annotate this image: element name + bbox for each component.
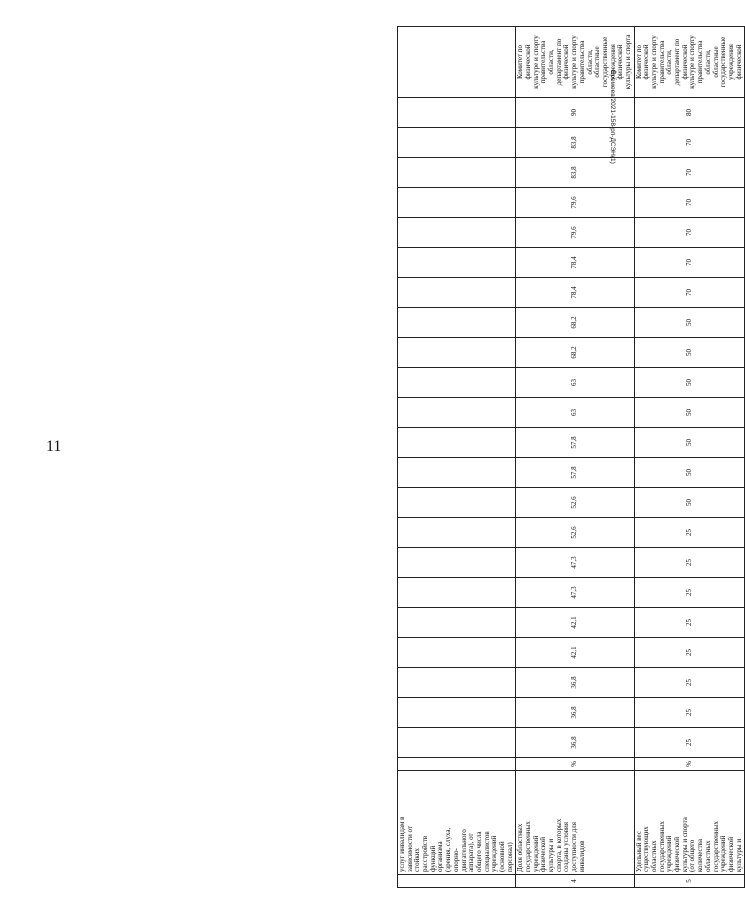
value-cell: 50 — [634, 308, 745, 338]
table-row — [516, 27, 634, 888]
value-cell — [398, 488, 516, 518]
value-cell: 42,1 — [516, 608, 634, 638]
value-cell: 36,8 — [516, 728, 634, 758]
value-cell — [398, 548, 516, 578]
value-cell — [398, 578, 516, 608]
responsible-cell — [398, 27, 516, 98]
value-cell — [398, 218, 516, 248]
value-cell — [398, 278, 516, 308]
value-cell: 50 — [634, 458, 745, 488]
value-cell: 70 — [634, 128, 745, 158]
value-cell — [398, 368, 516, 398]
value-cell: 63 — [516, 368, 634, 398]
value-cell — [398, 638, 516, 668]
value-cell — [398, 308, 516, 338]
unit-cell: % — [516, 758, 634, 771]
value-cell — [398, 608, 516, 638]
value-cell: 70 — [634, 248, 745, 278]
value-cell — [398, 668, 516, 698]
indicator-cell: услуг инвалидам в зависимости от стойких расстройств функций организма (зрения, слуха, опорно- двигательного аппарата), от общего числа специалистов учреждений (основной персонал) — [398, 771, 516, 875]
value-cell: 70 — [634, 218, 745, 248]
responsible-cell: Комитет по физической культуре и спорту правительства области, департамент по физической культуре и спорту правительства области, областные государственные учреждения физической — [634, 27, 745, 98]
value-cell: 25 — [634, 578, 745, 608]
value-cell: 90 — [516, 98, 634, 128]
table-row — [634, 27, 745, 888]
value-cell: 83,8 — [516, 158, 634, 188]
value-cell: 50 — [634, 428, 745, 458]
value-cell — [398, 428, 516, 458]
value-cell: 47,3 — [516, 548, 634, 578]
value-cell — [398, 128, 516, 158]
value-cell: 50 — [634, 398, 745, 428]
value-cell: 57,8 — [516, 458, 634, 488]
value-cell: 50 — [634, 368, 745, 398]
value-cell: 52,6 — [516, 518, 634, 548]
value-cell: 25 — [634, 608, 745, 638]
indicator-cell: Удельный вес существующих областных государственных учреждений физической культуры и спорта (от общего количества областных государственных учреждений физической культуры и — [634, 771, 745, 875]
value-cell: 25 — [634, 638, 745, 668]
value-cell: 25 — [634, 728, 745, 758]
row-number-cell: 4 — [516, 875, 634, 888]
value-cell — [398, 698, 516, 728]
value-cell: 68,2 — [516, 308, 634, 338]
value-cell — [398, 248, 516, 278]
value-cell — [398, 458, 516, 488]
value-cell — [398, 518, 516, 548]
value-cell: 52,6 — [516, 488, 634, 518]
indicator-cell: Доля областных государственных учреждений физической культуры и спорта, в которых созданы условия доступности для инвалидов — [516, 771, 634, 875]
value-cell: 70 — [634, 158, 745, 188]
value-cell: 50 — [634, 488, 745, 518]
value-cell: 36,8 — [516, 698, 634, 728]
value-cell: 79,6 — [516, 218, 634, 248]
unit-cell — [398, 758, 516, 771]
value-cell: 36,8 — [516, 668, 634, 698]
value-cell: 83,8 — [516, 128, 634, 158]
value-cell: 25 — [634, 668, 745, 698]
value-cell: 79,6 — [516, 188, 634, 218]
value-cell — [398, 338, 516, 368]
rotated-table-container — [397, 27, 743, 888]
indicators-table — [397, 26, 745, 888]
value-cell: 70 — [634, 278, 745, 308]
value-cell: 25 — [634, 548, 745, 578]
row-number-cell: 5 — [634, 875, 745, 888]
responsible-cell: Комитет по физической культуре и спорту правительства области, департамент по физической культуре и спорту правительства области, областные государственные учреждения физической культуры и спорта — [516, 27, 634, 98]
value-cell — [398, 188, 516, 218]
value-cell: 50 — [634, 338, 745, 368]
row-number-cell — [398, 875, 516, 888]
value-cell: 47,3 — [516, 578, 634, 608]
value-cell: 80 — [634, 98, 745, 128]
value-cell: 78,4 — [516, 248, 634, 278]
unit-cell: % — [634, 758, 745, 771]
value-cell: 42,1 — [516, 638, 634, 668]
value-cell: 70 — [634, 188, 745, 218]
value-cell — [398, 98, 516, 128]
value-cell: 78,4 — [516, 278, 634, 308]
value-cell: 63 — [516, 398, 634, 428]
page-number: 11 — [46, 438, 62, 455]
document-code: Еремеев/2021-158-рп-ДСЭН(1) — [609, 70, 616, 164]
value-cell — [398, 728, 516, 758]
value-cell — [398, 398, 516, 428]
value-cell: 68,2 — [516, 338, 634, 368]
table-row — [398, 27, 516, 888]
value-cell: 57,8 — [516, 428, 634, 458]
value-cell: 25 — [634, 518, 745, 548]
value-cell: 25 — [634, 698, 745, 728]
value-cell — [398, 158, 516, 188]
